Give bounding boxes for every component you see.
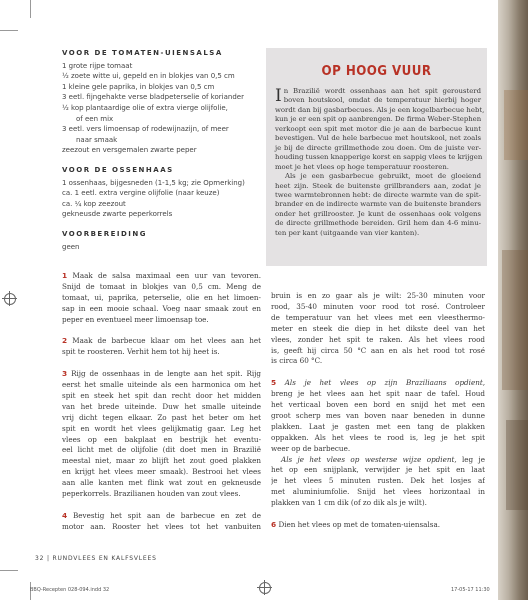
step-text: eel licht met de olijfolie (dit doet men in Brazilië [62,445,261,455]
ingredient: gekneusde zwarte peperkorrels [62,210,173,219]
step-text: de temperatuur van het vlees met een vleesthermo- [271,312,485,322]
step-6 [271,520,485,531]
step-number: 1 [62,271,68,280]
ingredient: zeezout en versgemalen zwarte peper [62,146,197,155]
step-number: 4 [62,510,68,520]
step-text: meter en steek die diep in het dikste deel van het [271,323,485,333]
ingredient: naar smaak [76,135,118,144]
page-footer [35,555,157,562]
ingredient: ca. 1 eetl. extra vergine olijfolie (naar keuze) [62,189,220,198]
step-4-continued [271,291,485,367]
registration-mark-icon [259,582,271,594]
step-text: weer op de barbecue. [271,443,351,453]
step-5 [271,378,485,509]
print-slug: BBQ-Recepten 028-094.indd 32 [30,587,110,593]
step-text: spit te roosteren. Verhit hem tot hij heet is. [62,347,220,357]
step-number: 6 [271,520,277,529]
step-3 [62,369,261,500]
step-4 [62,511,261,533]
step-text: is, geeft hij circa 50 °C aan en als het rood tot rosé [271,345,485,355]
sidebar-line: kun je er een spit op aanbrengen. De firma Weber-Stephen [275,115,482,124]
step-number: 2 [62,336,68,346]
photo-edge [498,0,528,600]
step-text: Rijg de ossenhaas in de lengte aan het spit. Rijg [71,369,261,379]
method-column-left [62,271,261,533]
ossenhaas-heading: VOOR DE OSSENHAAS [62,165,174,174]
step-text: spit en steek het spit dan recht door het midden [62,390,261,400]
sidebar-line: n Brazilië wordt ossenhaas aan het spit gerousterd [283,87,481,95]
ingredient: of een mix [76,114,114,123]
section-title: RUNDVLEES EN KALFSVLEES [52,555,157,562]
print-timestamp: 17-05-17 11:30 [451,587,490,593]
step-text: plakken. Laat je gasten met een tang de plakken [271,421,485,431]
salsa-heading: VOOR DE TOMATEN-UIENSALSA [62,49,223,57]
step-number: 5 [271,378,277,388]
step-text: eerst het smalle uiteinde als een harmonica om het [62,380,261,390]
ingredient: 3 eetl. vers limoensap of rodewijnazijn, of meer [62,125,229,134]
step-text: peper en eventueel meer limoensap toe. [62,314,209,324]
sidebar-line: twee warmtebronnen hebt: de directe warmte van de spit- [275,190,481,199]
ingredient: ½ kop plantaardige olie of extra vierge olijfolie, [62,103,228,112]
step-1 [62,271,261,326]
sidebar-line: Als je een gasbarbecue gebruikt, moet de gloeiend [285,172,481,181]
ingredient: 1 grote rijpe tomaat [62,61,133,70]
step-text: plakken van 1 cm dik (of zo dik als je wilt). [271,498,427,508]
ingredients-list [62,48,262,252]
step-text: het op een snijplank, verwijder je het spit en laat [271,465,485,475]
step-text: je het vlees 5 minuten rusten. Dek het losjes af [271,476,485,486]
sidebar-box [266,48,487,266]
ingredient: 1 kleine gele paprika, in blokjes van 0,5 cm [62,82,215,91]
step-text: groot scherp mes van boven naar beneden in dunne [271,410,485,420]
footer-separator: | [46,555,50,562]
step-text: motor aan. Rooster het vlees tot het vanbuiten [62,521,261,531]
step-text: breng je het vlees aan het spit naar de tafel. Houd [271,389,485,399]
drop-cap: I [275,86,282,106]
sidebar-line: ten per kant (uitgaande van vier kanten). [275,228,420,237]
sidebar-line: onder het grillrooster. Je kunt de ossenhaas ook volgens [275,209,481,218]
crop-mark [0,30,18,31]
sidebar-line: brander en de indirecte warmte van de buitenste branders [275,200,481,209]
sidebar-title: OP HOOG VUUR [321,63,432,79]
step-text: Maak de salsa maximaal een uur van tevoren. [72,271,261,280]
step-text: aan alle kanten met flink wat zout en gekneusde [62,478,261,488]
sidebar-line: boven houtskool, omdat de temperatuur hierbij hoger [283,96,481,105]
step-text: is circa 60 °C. [271,356,323,366]
step-text: sap in een mooie schaal. Voeg naar smaak zout en [62,303,261,313]
step-text: leg je [456,454,485,464]
registration-mark-icon [4,293,16,305]
step-text: vrij dicht tegen elkaar. Zo past het beter om het [62,412,261,422]
crop-mark [0,570,18,571]
sidebar-line: moet je het vlees op hoge temperatuur roosteren. [275,162,449,171]
step-text: rood, 35-40 minuten voor rood tot rosé. Controleer [271,301,485,311]
ingredient: ca. ¼ kop zeezout [62,199,126,208]
sidebar-line: heet zijn. Steek de buitenste grillbranders aan, zodat je [275,181,481,190]
ingredient: ½ zoete witte ui, gepeld en in blokjes van 0,5 cm [62,72,235,81]
step-text: vlees op een bakplaat en bestrijk het eventu- [62,434,261,444]
step-text: Dien het vlees op met de tomaten-uiensalsa. [278,520,441,529]
method-column-right [271,291,485,531]
preparation-value: geen [62,242,80,251]
step-italic: Als je het vlees op zijn Braziliaans opdient, [284,378,485,388]
step-text: vlees, zonder het spit te raken. Als het vlees rood [271,334,485,344]
sidebar-line: bevestigen. Vul de hele barbecue met houtskool, net zoals [275,134,481,143]
sidebar-line: verkoopt een spit met motor die je aan de barbecue kunt [275,124,481,133]
step-text: het verticaal boven een bord en snijd het met een [271,400,485,410]
ingredient: 3 eetl. fijngehakte verse bladpeterselie of koriander [62,93,244,102]
preparation-heading: VOORBEREIDING [62,229,147,238]
step-italic: Als je het vlees op westerse wijze opdient, [281,454,457,464]
step-text: Bevestig het spit aan de barbecue en zet de [72,510,261,520]
page-number: 32 [35,555,45,562]
step-text: bruin is en zo gaar als je wilt: 25-30 minuten voor [271,291,485,300]
step-text: oppakken. Als het vlees te rood is, leg je het spit [271,432,485,442]
step-2 [62,336,261,358]
step-text: meestal niet, maar zo blijft het zout goed plakken [62,456,261,466]
step-text: peperkorrels. Brazilianen houden van zout vlees. [62,489,241,499]
step-number: 3 [62,369,68,379]
sidebar-line: de directe grillmethode bereiden. Gril hem dan 4-6 minu- [275,219,481,228]
step-text: spit en wordt het vlees gelijkmatig gaar. Leg het [62,423,261,433]
step-text: van het brede uiteinde. Duw het smalle uiteinde [62,401,261,411]
step-text: tomaat, ui, paprika, peterselie, olie en het limoen- [62,292,261,302]
sidebar-line: houding tussen knapperige korst en sappig vlees te krijgen [275,153,483,162]
step-text: Snijd de tomaat in blokjes van 0,5 cm. Meng de [62,281,261,291]
crop-mark [30,0,31,18]
step-text: met aluminiumfolie. Snijd het vlees horizontaal in [271,487,485,497]
step-text: en krijgt het vlees meer smaak). Bestrooi het vlees [62,467,261,477]
ingredient: 1 ossenhaas, bijgesneden (1-1,5 kg; zie Opmerking) [62,178,245,187]
sidebar-line: je bij de directe grillmethode zou doen. Om de juiste ver- [275,143,481,152]
step-text: Maak de barbecue klaar om het vlees aan het [72,336,261,346]
sidebar-text [275,86,485,238]
sidebar-line: wordt dan bij gasbarbecues. Als je een kogelbarbecue hebt, [275,105,485,114]
